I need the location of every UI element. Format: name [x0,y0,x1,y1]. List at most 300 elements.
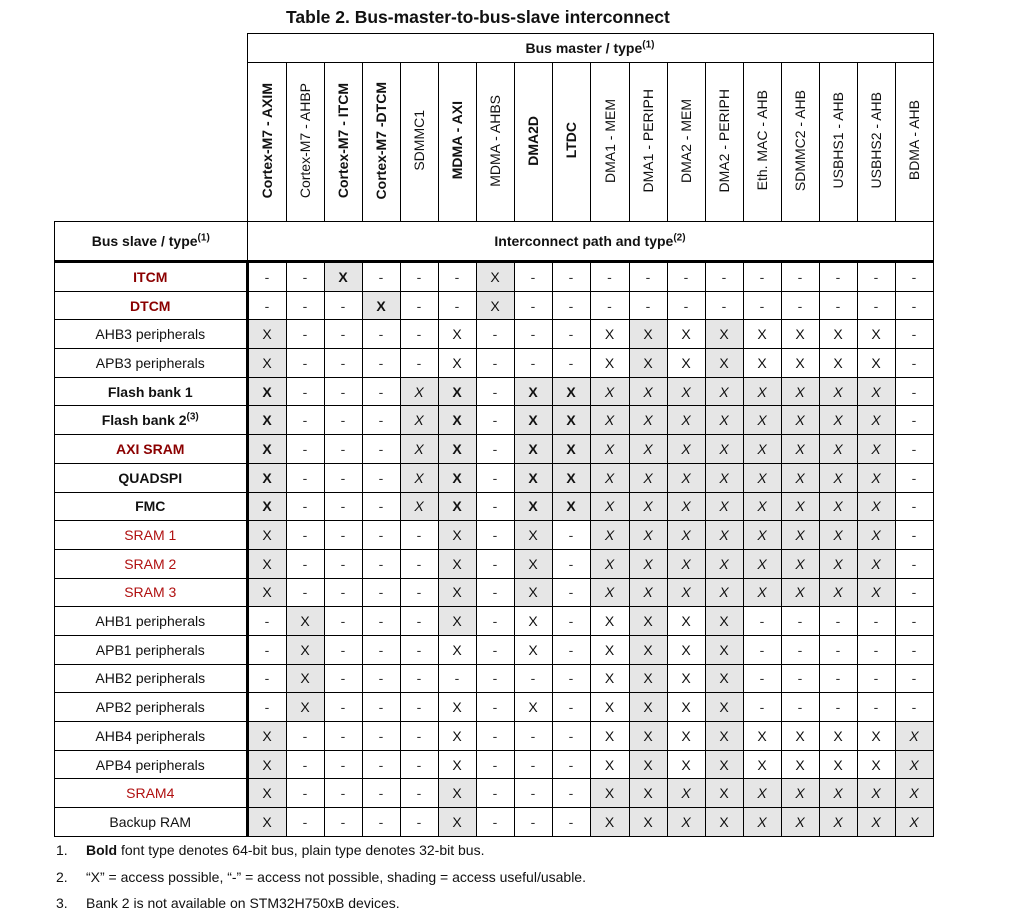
table-cell: X [667,722,705,751]
interconnect-path-header: Interconnect path and type$^{(2)}$ [247,222,933,262]
table-cell: X [590,463,629,492]
table-cell: X [590,549,629,578]
table-cell: X [819,750,857,779]
table-cell: X [819,808,857,837]
table-cell: - [286,406,324,435]
table-cell: X [743,578,781,607]
table-cell: - [895,635,933,664]
table-cell: X [400,435,438,464]
table-cell: X [705,808,743,837]
table-cell: - [400,320,438,349]
table-cell: X [857,779,895,808]
table-cell: X [476,291,514,320]
table-cell: - [362,521,400,550]
table-cell: - [400,693,438,722]
table-cell: - [362,722,400,751]
table-cell: - [857,693,895,722]
table-cell: - [286,808,324,837]
table-cell: - [476,750,514,779]
column-header [438,63,476,222]
table-cell: X [514,549,552,578]
table-cell: - [743,262,781,292]
table-cell: X [590,779,629,808]
table-cell: X [476,262,514,292]
table-cell: X [857,463,895,492]
table-cell: - [438,291,476,320]
table-cell: - [743,693,781,722]
table-cell: X [629,779,667,808]
column-header [781,63,819,222]
table-cell: X [895,722,933,751]
table-cell: X [781,808,819,837]
table-cell: - [324,808,362,837]
table-cell: - [324,521,362,550]
table-cell: X [781,377,819,406]
table-cell: - [781,693,819,722]
row-label: APB2 peripherals [55,693,248,722]
table-cell: - [362,549,400,578]
table-cell: - [247,262,286,292]
table-cell: X [819,578,857,607]
column-header [895,63,933,222]
column-header-label: BDMA - AHB [906,100,922,181]
table-cell: - [514,262,552,292]
table-cell: X [705,722,743,751]
table-cell: - [286,463,324,492]
table-cell: - [552,262,590,292]
column-header [667,63,705,222]
table-cell: - [743,635,781,664]
table-cell: X [590,578,629,607]
table-cell: X [629,521,667,550]
table-cell: X [819,435,857,464]
table-cell: - [514,808,552,837]
table-cell: - [895,320,933,349]
table-row [55,750,934,779]
table-cell: X [705,349,743,378]
table-cell: - [400,750,438,779]
table-cell: - [286,349,324,378]
table-cell: - [476,463,514,492]
table-cell: - [781,262,819,292]
table-cell: X [705,750,743,779]
table-cell: X [705,549,743,578]
table-cell: X [667,492,705,521]
table-cell: X [667,406,705,435]
table-cell: X [629,349,667,378]
table-cell: X [514,521,552,550]
row-label: FMC [55,492,248,521]
table-cell: X [743,808,781,837]
table-row [55,349,934,378]
table-cell: X [629,377,667,406]
table-row [55,578,934,607]
table-cell: X [629,635,667,664]
table-cell: - [514,320,552,349]
table-cell: X [247,521,286,550]
table-cell: - [552,722,590,751]
table-cell: X [438,578,476,607]
table-cell: - [400,549,438,578]
table-cell: - [286,320,324,349]
table-cell: X [362,291,400,320]
column-header-label: DMA2D [525,115,541,166]
column-header-label: SDMMC2 - AHB [792,89,808,192]
table-title: Table 2. Bus-master-to-bus-slave interconnect [286,7,670,27]
table-cell: X [514,693,552,722]
column-header-label: DMA2 - MEM [678,98,694,183]
table-cell: X [705,664,743,693]
table-cell: X [514,406,552,435]
table-cell: X [247,549,286,578]
table-cell: - [514,349,552,378]
table-cell: - [324,406,362,435]
table-cell: - [476,549,514,578]
table-cell: X [629,607,667,636]
table-cell: X [514,377,552,406]
column-header [590,63,629,222]
row-label: AHB2 peripherals [55,664,248,693]
table-cell: - [552,291,590,320]
row-label: APB4 peripherals [55,750,248,779]
table-cell: X [781,521,819,550]
column-header-label: DMA1 - MEM [601,98,618,183]
table-cell: - [362,578,400,607]
table-cell: X [819,722,857,751]
table-cell: X [667,578,705,607]
table-cell: X [743,435,781,464]
table-cell: X [247,779,286,808]
table-cell: - [362,463,400,492]
table-cell: X [438,722,476,751]
table-cell: - [895,549,933,578]
table-cell: X [514,492,552,521]
table-cell: - [819,635,857,664]
table-cell: - [476,722,514,751]
table-cell: - [476,664,514,693]
table-cell: - [552,664,590,693]
table-row [55,664,934,693]
table-cell: X [781,435,819,464]
column-header-label: Cortex-M7 - AHBP [297,82,313,199]
table-cell: X [819,463,857,492]
table-cell: - [857,607,895,636]
table-cell: X [629,664,667,693]
table-cell: - [324,320,362,349]
table-row [55,607,934,636]
table-cell: X [819,492,857,521]
table-cell: X [705,607,743,636]
footnote: 2. “X” = access possible, “-” = access not possible, shading = access useful/usable. [56,868,586,885]
table-cell: X [705,635,743,664]
table-cell: - [324,722,362,751]
table-cell: - [286,377,324,406]
table-cell: X [667,377,705,406]
table-cell: X [514,635,552,664]
table-cell: X [590,377,629,406]
table-cell: X [667,635,705,664]
table-cell: - [476,349,514,378]
table-cell: - [362,349,400,378]
corner-blank-2 [55,63,248,222]
table-cell: X [781,406,819,435]
table-cell: X [552,435,590,464]
table-cell: X [286,635,324,664]
column-header-label: DMA1 - PERIPH [640,88,656,193]
table-cell: X [590,635,629,664]
table-cell: - [819,291,857,320]
table-cell: - [743,664,781,693]
table-cell: X [629,492,667,521]
table-cell: X [590,693,629,722]
table-cell: X [324,262,362,292]
table-cell: X [400,492,438,521]
table-cell: - [362,750,400,779]
table-cell: - [476,492,514,521]
table-cell: - [895,406,933,435]
table-cell: - [895,492,933,521]
table-cell: X [895,750,933,779]
table-cell: X [247,435,286,464]
table-cell: X [438,693,476,722]
table-cell: - [400,262,438,292]
table-row [55,463,934,492]
table-cell: X [667,349,705,378]
table-cell: X [781,578,819,607]
table-cell: - [286,549,324,578]
table-cell: X [819,549,857,578]
table-cell: - [667,291,705,320]
table-cell: X [438,406,476,435]
table-cell: X [743,521,781,550]
table-cell: X [629,320,667,349]
table-cell: X [705,779,743,808]
table-cell: X [247,349,286,378]
table-cell: X [857,549,895,578]
table-cell: X [857,492,895,521]
table-cell: X [705,693,743,722]
table-cell: X [667,693,705,722]
table-cell: - [552,320,590,349]
table-cell: X [705,377,743,406]
table-cell: X [247,492,286,521]
column-header [476,63,514,222]
table-row [55,377,934,406]
column-header-label: MDMA - AHBS [487,94,503,187]
table-cell: X [667,521,705,550]
row-label: AHB3 peripherals [55,320,248,349]
table-cell: - [590,291,629,320]
table-cell: X [590,435,629,464]
interconnect-table [54,33,934,837]
column-header-label: SDMMC1 [411,110,427,171]
table-cell: - [400,722,438,751]
table-cell: X [438,377,476,406]
table-cell: - [362,435,400,464]
table-row [55,435,934,464]
table-cell: X [438,492,476,521]
column-header [362,63,400,222]
table-cell: - [895,693,933,722]
table-cell: - [514,722,552,751]
table-cell: X [857,722,895,751]
footnote: 1. Bold font type denotes 64-bit bus, plain type denotes 32-bit bus. [56,842,485,858]
table-cell: X [819,779,857,808]
table-cell: X [705,320,743,349]
table-cell: - [552,349,590,378]
column-header [286,63,324,222]
table-cell: X [857,521,895,550]
table-cell: - [705,291,743,320]
table-cell: X [857,808,895,837]
table-cell: - [400,291,438,320]
row-label: AHB4 peripherals [55,722,248,751]
table-cell: - [552,808,590,837]
table-cell: - [324,578,362,607]
table-cell: X [781,349,819,378]
table-row [55,320,934,349]
table-cell: X [590,349,629,378]
table-cell: X [705,521,743,550]
table-cell: - [362,406,400,435]
table-cell: X [629,722,667,751]
table-cell: X [819,349,857,378]
table-cell: X [743,492,781,521]
table-cell: - [476,578,514,607]
table-cell: X [438,349,476,378]
table-cell: X [590,320,629,349]
table-cell: X [667,664,705,693]
table-cell: X [247,808,286,837]
table-cell: - [476,635,514,664]
table-cell: - [552,779,590,808]
table-cell: - [247,607,286,636]
table-cell: - [895,291,933,320]
row-label: SRAM 1 [55,521,248,550]
table-cell: - [247,664,286,693]
table-cell: - [895,664,933,693]
column-header-label: USBHS1 - AHB [830,92,846,189]
table-cell: - [476,779,514,808]
table-cell: X [705,406,743,435]
table-cell: X [438,521,476,550]
table-cell: X [247,463,286,492]
row-label: QUADSPI [55,463,248,492]
table-cell: X [629,435,667,464]
table-row [55,492,934,521]
table-cell: X [895,779,933,808]
table-cell: - [781,664,819,693]
table-cell: X [667,779,705,808]
table-cell: - [514,664,552,693]
table-cell: X [857,435,895,464]
column-header [552,63,590,222]
table-cell: - [476,320,514,349]
row-label: ITCM [55,262,248,292]
table-cell: - [324,635,362,664]
row-label: Flash bank 1 [55,377,248,406]
table-cell: X [667,435,705,464]
table-cell: X [781,750,819,779]
table-cell: X [857,377,895,406]
table-cell: X [819,521,857,550]
row-label: DTCM [55,291,248,320]
row-label: AHB1 peripherals [55,607,248,636]
table-cell: - [781,291,819,320]
table-cell: X [743,750,781,779]
table-cell: - [286,779,324,808]
table-cell: - [895,463,933,492]
table-cell: - [476,521,514,550]
row-label: SRAM 2 [55,549,248,578]
table-cell: - [324,664,362,693]
column-header-label: Cortex-M7 - AXIM [258,82,275,199]
table-cell: X [705,463,743,492]
table-cell: X [590,664,629,693]
table-cell: X [629,750,667,779]
table-cell: - [362,377,400,406]
table-cell: - [286,262,324,292]
table-cell: X [705,435,743,464]
table-cell: - [667,262,705,292]
table-cell: X [781,320,819,349]
table-cell: - [476,808,514,837]
column-header [705,63,743,222]
table-cell: X [438,779,476,808]
table-cell: X [438,750,476,779]
table-cell: - [514,779,552,808]
column-header [629,63,667,222]
table-row [55,635,934,664]
row-label: AXI SRAM [55,435,248,464]
table-cell: - [362,492,400,521]
table-cell: X [629,406,667,435]
table-cell: X [667,750,705,779]
table-cell: - [438,262,476,292]
table-cell: X [438,607,476,636]
row-label: APB1 peripherals [55,635,248,664]
table-cell: - [895,435,933,464]
table-cell: X [438,808,476,837]
table-cell: - [629,262,667,292]
table-cell: X [819,377,857,406]
table-cell: X [743,406,781,435]
table-cell: - [286,722,324,751]
table-cell: - [552,521,590,550]
table-cell: X [286,693,324,722]
column-header-label: Cortex-M7 - ITCM [335,82,351,199]
table-cell: - [286,578,324,607]
table-cell: - [552,578,590,607]
table-cell: X [514,463,552,492]
table-cell: - [324,291,362,320]
table-cell: X [667,463,705,492]
table-cell: - [362,664,400,693]
table-cell: X [400,463,438,492]
table-row [55,779,934,808]
table-cell: X [781,549,819,578]
table-cell: X [247,377,286,406]
table-cell: - [552,693,590,722]
column-header-label: DMA2 - PERIPH [716,88,732,193]
row-label: Backup RAM [55,808,248,837]
table-cell: - [286,291,324,320]
table-cell: X [705,578,743,607]
table-cell: X [590,492,629,521]
row-label: Flash bank 2$^{(3)}$ [55,406,248,435]
table-cell: X [629,578,667,607]
table-row [55,262,934,292]
